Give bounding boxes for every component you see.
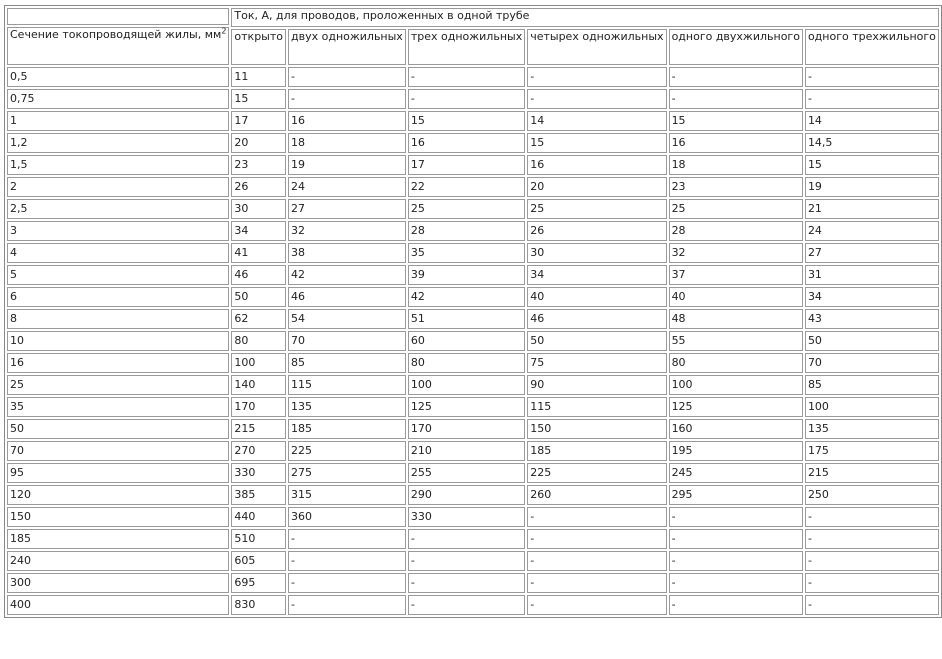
current-value-cell: 21 [805,199,939,219]
current-value-cell: 440 [231,507,286,527]
cross-section-cell: 16 [7,353,229,373]
current-value-cell: 39 [408,265,525,285]
current-value-cell: 135 [805,419,939,439]
table-row [7,155,939,175]
cross-section-cell: 70 [7,441,229,461]
current-value-cell: 15 [408,111,525,131]
current-value-cell: 25 [669,199,803,219]
cross-section-cell: 240 [7,551,229,571]
current-value-cell: 17 [408,155,525,175]
current-value-cell: 15 [669,111,803,131]
current-value-cell: 80 [408,353,525,373]
current-value-cell: 195 [669,441,803,461]
current-value-cell: 23 [231,155,286,175]
current-value-cell: 115 [527,397,666,417]
cross-section-header [7,27,229,65]
current-value-cell: 50 [805,331,939,351]
current-value-cell: 14,5 [805,133,939,153]
current-value-cell: 80 [231,331,286,351]
current-value-cell: 11 [231,67,286,87]
column-header-one-two-core: одного двухжильного [669,29,803,65]
current-value-cell: 275 [288,463,406,483]
cross-section-cell: 1,2 [7,133,229,153]
current-value-cell: 30 [231,199,286,219]
current-value-cell: - [669,67,803,87]
current-value-cell: 38 [288,243,406,263]
column-header-three-single-core: трех одножильных [408,29,525,65]
current-value-cell: 28 [408,221,525,241]
column-header-four-single-core: четырех одножильных [527,29,666,65]
table-row [7,243,939,263]
current-value-cell: 32 [669,243,803,263]
table-row [7,133,939,153]
current-value-cell: - [669,573,803,593]
current-value-cell: 62 [231,309,286,329]
table-row [7,485,939,505]
current-value-cell: - [527,551,666,571]
current-value-cell: 51 [408,309,525,329]
current-value-cell: 70 [805,353,939,373]
cross-section-cell: 10 [7,331,229,351]
current-value-cell: 210 [408,441,525,461]
current-value-cell: 34 [805,287,939,307]
current-value-cell: 70 [288,331,406,351]
table-row [7,199,939,219]
current-value-cell: 215 [231,419,286,439]
current-value-cell: 50 [231,287,286,307]
current-value-cell: 46 [527,309,666,329]
current-value-cell: 16 [669,133,803,153]
current-value-cell: 46 [288,287,406,307]
cross-section-cell: 25 [7,375,229,395]
cross-section-cell: 2 [7,177,229,197]
current-value-cell: 330 [231,463,286,483]
table-row [7,397,939,417]
current-value-cell: 695 [231,573,286,593]
table-row [7,463,939,483]
current-value-cell: 46 [231,265,286,285]
current-value-cell: - [288,595,406,615]
current-value-cell: - [527,507,666,527]
current-value-cell: - [408,573,525,593]
cross-section-cell: 185 [7,529,229,549]
current-value-cell: - [527,529,666,549]
cross-section-cell: 5 [7,265,229,285]
current-value-cell: 41 [231,243,286,263]
current-value-cell: 19 [805,177,939,197]
current-value-cell: 140 [231,375,286,395]
current-value-cell: - [408,529,525,549]
current-value-cell: 315 [288,485,406,505]
table-row [7,265,939,285]
current-value-cell: - [669,551,803,571]
current-value-cell: - [669,595,803,615]
cross-section-cell: 150 [7,507,229,527]
current-value-cell: - [288,573,406,593]
current-value-cell: 175 [805,441,939,461]
current-value-cell: 40 [527,287,666,307]
current-value-cell: 225 [527,463,666,483]
current-value-cell: 245 [669,463,803,483]
current-value-cell: 34 [527,265,666,285]
current-value-cell: 25 [408,199,525,219]
current-value-cell: - [805,573,939,593]
cross-section-cell: 1,5 [7,155,229,175]
current-value-cell: 80 [669,353,803,373]
table-row [7,67,939,87]
current-value-cell: 34 [231,221,286,241]
current-value-cell: - [408,551,525,571]
current-value-cell: - [669,529,803,549]
current-value-cell: 27 [805,243,939,263]
current-value-cell: - [288,67,406,87]
current-value-cell: 295 [669,485,803,505]
table-row [7,595,939,615]
cross-section-cell: 3 [7,221,229,241]
current-value-cell: 24 [805,221,939,241]
current-value-cell: 255 [408,463,525,483]
cross-section-cell: 50 [7,419,229,439]
current-value-cell: - [408,89,525,109]
current-value-cell: - [805,529,939,549]
current-value-cell: 14 [805,111,939,131]
current-value-cell: 385 [231,485,286,505]
table-row [7,89,939,109]
table-row [7,441,939,461]
current-value-cell: 50 [527,331,666,351]
current-value-cell: 185 [288,419,406,439]
current-value-cell: - [527,67,666,87]
current-value-cell: - [288,89,406,109]
current-value-cell: 42 [288,265,406,285]
current-value-cell: 43 [805,309,939,329]
current-value-cell: - [288,551,406,571]
current-value-cell: 27 [288,199,406,219]
current-value-cell: 150 [527,419,666,439]
current-value-cell: 100 [805,397,939,417]
current-value-cell: 18 [288,133,406,153]
column-header-two-single-core: двух одножильных [288,29,406,65]
current-value-cell: 18 [669,155,803,175]
table-row [7,419,939,439]
table-row [7,551,939,571]
current-value-cell: 48 [669,309,803,329]
current-value-cell: 90 [527,375,666,395]
current-value-cell: - [408,67,525,87]
current-value-cell: 40 [669,287,803,307]
current-value-cell: 170 [408,419,525,439]
current-value-cell: - [805,551,939,571]
current-value-cell: 100 [231,353,286,373]
table-row [7,353,939,373]
column-header-one-three-core: одного трехжильного [805,29,939,65]
current-value-cell: 14 [527,111,666,131]
cross-section-cell: 4 [7,243,229,263]
current-value-cell: - [669,89,803,109]
current-value-cell: 20 [527,177,666,197]
current-value-cell: 22 [408,177,525,197]
current-value-cell: 35 [408,243,525,263]
current-value-cell: - [805,89,939,109]
current-value-cell: 100 [408,375,525,395]
current-value-cell: 23 [669,177,803,197]
current-value-cell: 605 [231,551,286,571]
current-value-cell: 25 [527,199,666,219]
cross-section-cell: 1 [7,111,229,131]
current-value-cell: 32 [288,221,406,241]
current-value-cell: - [408,595,525,615]
column-header-open: открыто [231,29,286,65]
table-row [7,287,939,307]
current-value-cell: 24 [288,177,406,197]
current-value-cell: 360 [288,507,406,527]
current-value-cell: 215 [805,463,939,483]
current-value-cell: 26 [231,177,286,197]
current-value-cell: 15 [231,89,286,109]
current-value-cell: 15 [805,155,939,175]
current-value-cell: - [527,89,666,109]
table-row [7,221,939,241]
current-value-cell: 250 [805,485,939,505]
current-value-cell: - [527,573,666,593]
cross-section-cell: 35 [7,397,229,417]
group-title: Ток, А, для проводов, проложенных в одной трубе [231,8,938,27]
cross-section-cell: 400 [7,595,229,615]
current-value-cell: 85 [288,353,406,373]
current-value-cell: 15 [527,133,666,153]
table-row [7,375,939,395]
current-value-cell: 16 [527,155,666,175]
current-value-cell: 17 [231,111,286,131]
cross-section-cell: 6 [7,287,229,307]
table-row [7,331,939,351]
cross-section-cell: 0,75 [7,89,229,109]
current-value-cell: 31 [805,265,939,285]
table-row [7,529,939,549]
table-row [7,507,939,527]
current-value-cell: 54 [288,309,406,329]
current-value-cell: - [288,529,406,549]
table-row [7,573,939,593]
current-value-cell: 100 [669,375,803,395]
current-value-cell: 115 [288,375,406,395]
current-value-cell: 290 [408,485,525,505]
cross-section-header-text: Сечение токопроводящей жилы, мм [10,28,222,41]
cross-section-cell: 2,5 [7,199,229,219]
current-value-cell: 510 [231,529,286,549]
current-value-cell: 20 [231,133,286,153]
current-value-cell: 125 [669,397,803,417]
current-value-cell: 125 [408,397,525,417]
current-value-cell: 330 [408,507,525,527]
current-value-cell: - [805,67,939,87]
current-capacity-table [4,5,942,618]
cross-section-cell: 300 [7,573,229,593]
current-value-cell: 28 [669,221,803,241]
current-value-cell: 60 [408,331,525,351]
current-value-cell: 160 [669,419,803,439]
current-value-cell: 830 [231,595,286,615]
table-row [7,309,939,329]
current-value-cell: 75 [527,353,666,373]
header-blank-cell [7,8,229,25]
current-value-cell: 37 [669,265,803,285]
current-value-cell: - [527,595,666,615]
current-value-cell: 170 [231,397,286,417]
current-value-cell: 16 [408,133,525,153]
current-value-cell: 270 [231,441,286,461]
cross-section-header-superscript: 2 [221,26,227,36]
current-value-cell: 26 [527,221,666,241]
current-value-cell: 135 [288,397,406,417]
cross-section-cell: 95 [7,463,229,483]
table-row [7,177,939,197]
current-value-cell: 42 [408,287,525,307]
table-row [7,111,939,131]
current-value-cell: 16 [288,111,406,131]
current-value-cell: 19 [288,155,406,175]
cross-section-cell: 0,5 [7,67,229,87]
current-value-cell: - [805,595,939,615]
current-value-cell: 225 [288,441,406,461]
cross-section-cell: 120 [7,485,229,505]
current-value-cell: 55 [669,331,803,351]
cross-section-cell: 8 [7,309,229,329]
current-value-cell: 260 [527,485,666,505]
current-value-cell: 85 [805,375,939,395]
current-value-cell: 185 [527,441,666,461]
current-value-cell: - [805,507,939,527]
current-value-cell: - [669,507,803,527]
current-value-cell: 30 [527,243,666,263]
